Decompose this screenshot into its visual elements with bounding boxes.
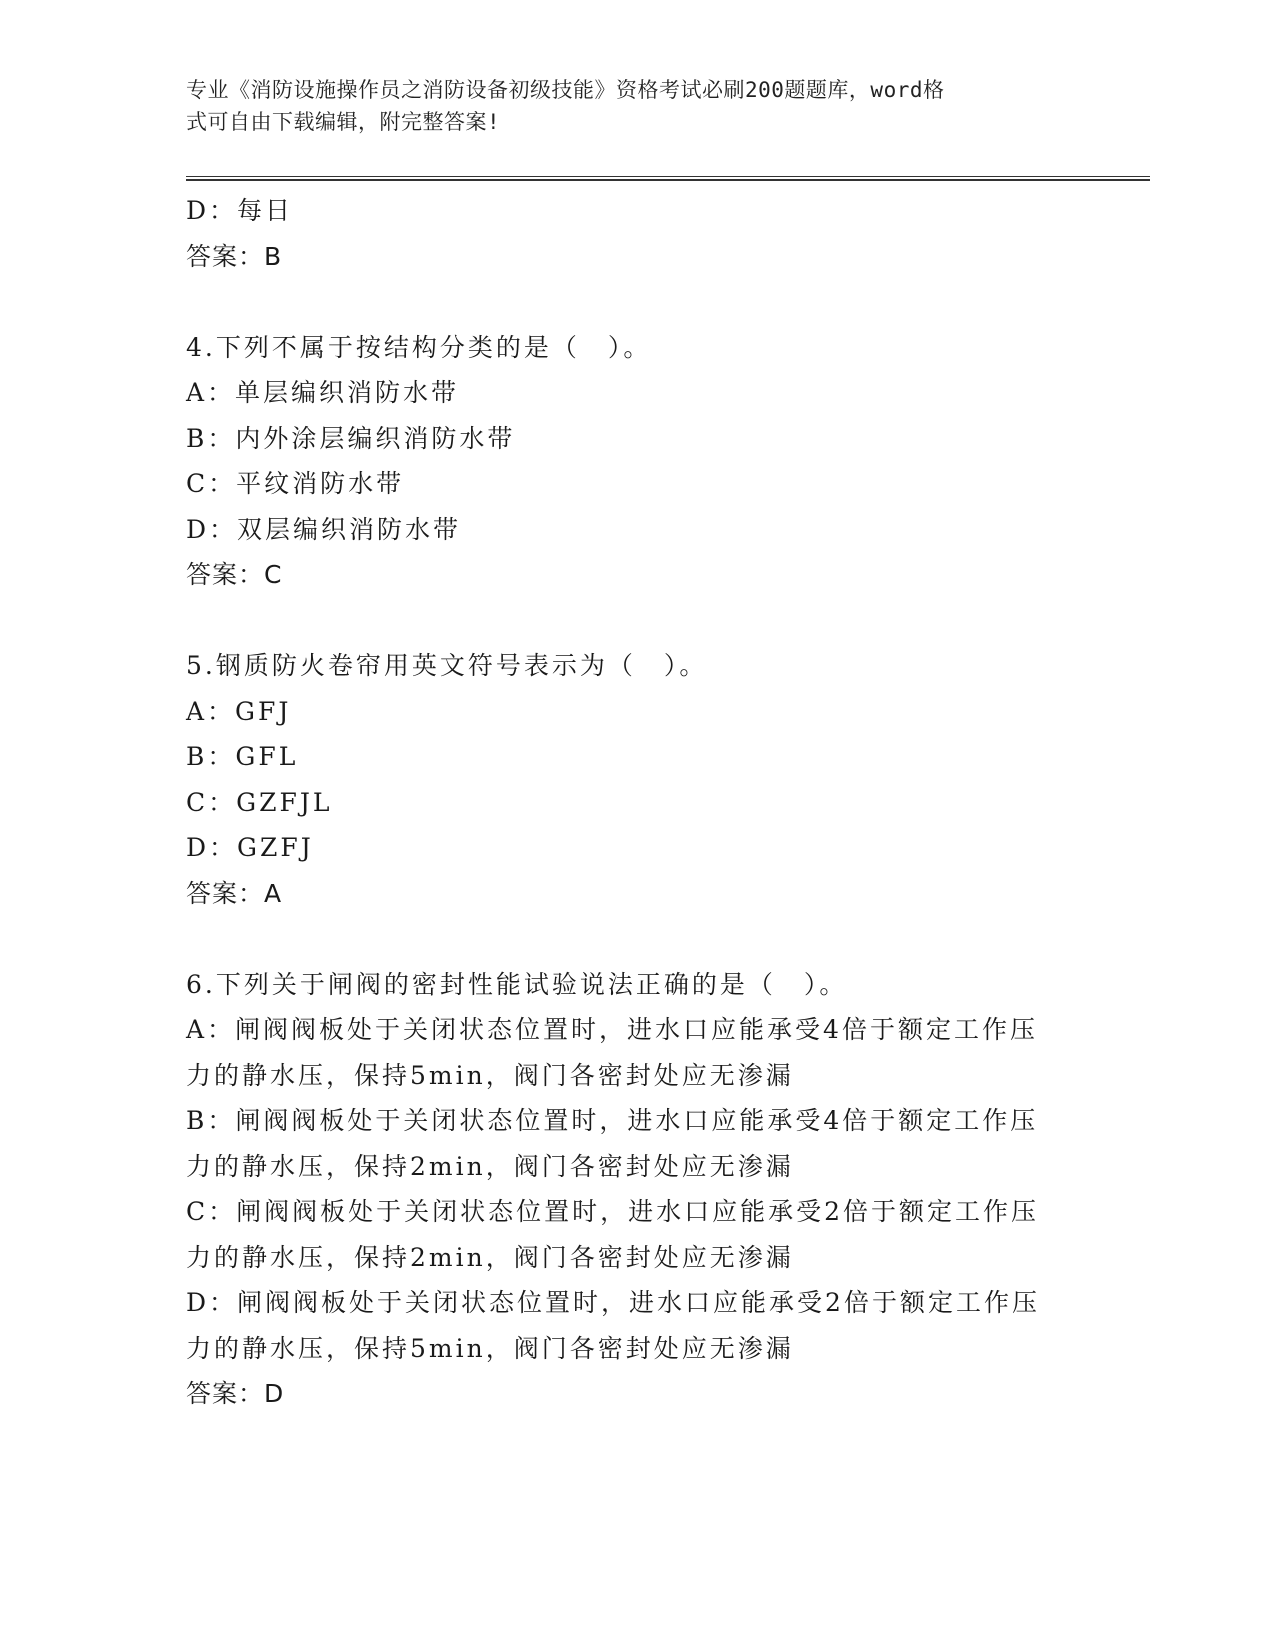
q6-option-a-line-1: A：闸阀阀板处于关闭状态位置时，进水口应能承受4倍于额定工作压: [186, 1015, 1038, 1044]
q6-option-c-line-1: C：闸阀阀板处于关闭状态位置时，进水口应能承受2倍于额定工作压: [186, 1197, 1040, 1226]
q4-option-d: D：双层编织消防水带: [186, 514, 462, 544]
q5-option-b: B：GFL: [186, 742, 299, 771]
q6-answer: 答案：D: [186, 1379, 285, 1408]
document-body: [186, 188, 1086, 1417]
q3-answer: 答案：B: [186, 241, 283, 271]
q6-option-d-line-2: 力的静水压，保持5min，阀门各密封处应无渗漏: [186, 1333, 794, 1363]
q6-option-a-line-2: 力的静水压，保持5min，阀门各密封处应无渗漏: [186, 1060, 794, 1090]
header-line-2: 式可自由下载编辑，附完整答案!: [186, 110, 501, 134]
q4-answer: 答案：C: [186, 560, 283, 589]
q4-option-b: B：内外涂层编织消防水带: [186, 423, 516, 453]
q5-option-c: C：GZFJL: [186, 787, 333, 817]
q6-option-b-line-2: 力的静水压，保持2min，阀门各密封处应无渗漏: [186, 1151, 794, 1181]
spacer: [186, 598, 1086, 644]
q4-option-c: C：平纹消防水带: [186, 469, 405, 498]
question-3-tail: [186, 188, 1086, 279]
q5-stem: 5.钢质防火卷帘用英文符号表示为（ ）。: [186, 651, 708, 680]
q4-stem: 4.下列不属于按结构分类的是（ ）。: [186, 332, 652, 362]
q3-option-d: D：每日: [186, 196, 294, 225]
q5-option-a: A：GFJ: [186, 696, 292, 726]
q6-option-d-line-1: D：闸阀阀板处于关闭状态位置时，进水口应能承受2倍于额定工作压: [186, 1288, 1040, 1317]
q6-option-c-line-2: 力的静水压，保持2min，阀门各密封处应无渗漏: [186, 1242, 794, 1272]
header-line-1: 专业《消防设施操作员之消防设备初级技能》资格考试必刷200题题库，word格: [186, 78, 945, 102]
spacer: [186, 279, 1086, 325]
question-6: [186, 962, 1086, 1417]
question-4: [186, 325, 1086, 598]
document-header: [186, 74, 1066, 138]
q6-stem: 6.下列关于闸阀的密封性能试验说法正确的是（ ）。: [186, 969, 848, 999]
header-divider: [186, 176, 1150, 181]
q5-answer: 答案：A: [186, 878, 283, 908]
q4-option-a: A：单层编织消防水带: [186, 378, 460, 407]
question-5: [186, 643, 1086, 916]
spacer: [186, 916, 1086, 962]
q6-option-b-line-1: B：闸阀阀板处于关闭状态位置时，进水口应能承受4倍于额定工作压: [186, 1106, 1039, 1135]
q5-option-d: D：GZFJ: [186, 833, 314, 862]
